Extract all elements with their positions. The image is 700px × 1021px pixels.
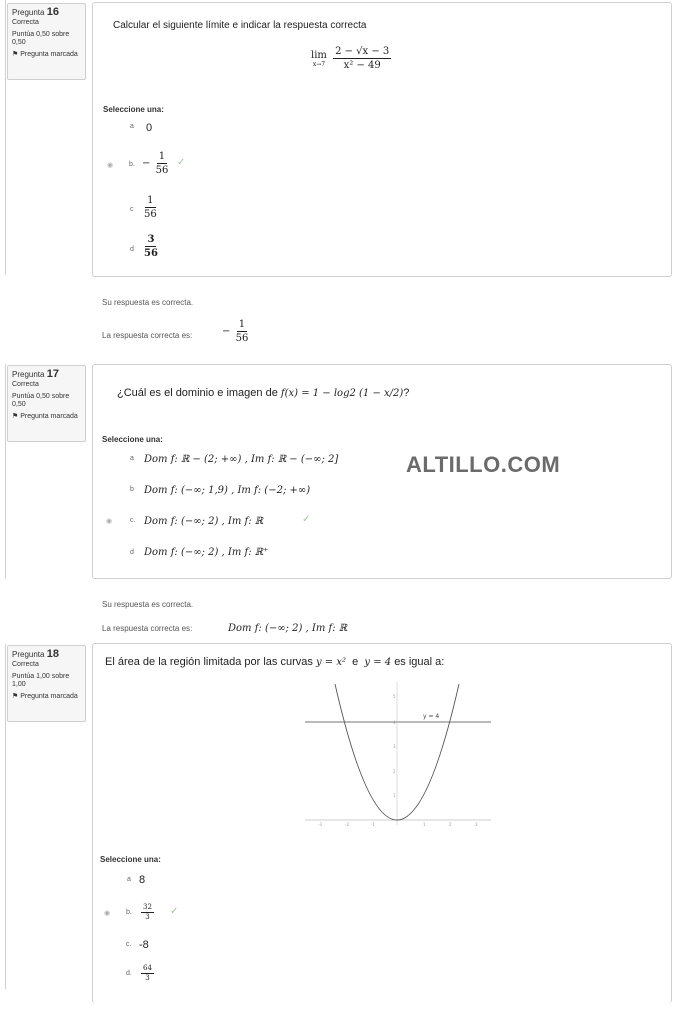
correct-answer-label: La respuesta correcta es: bbox=[102, 331, 193, 340]
option-d-letter: d. bbox=[126, 970, 132, 977]
check-icon: ✓ bbox=[302, 514, 311, 525]
flag-toggle[interactable]: ⚑ Pregunta marcada bbox=[12, 51, 78, 58]
option-a[interactable]: 8 bbox=[139, 874, 146, 886]
svg-text:1: 1 bbox=[393, 793, 396, 798]
flag-icon: ⚑ bbox=[12, 693, 19, 700]
svg-text:3: 3 bbox=[475, 822, 478, 827]
option-b[interactable]: $\frac{32}{3}$ bbox=[143, 903, 152, 921]
sidebar-line bbox=[5, 0, 6, 275]
question-formula: f(x) = 1 − log2 (1 − x/2) bbox=[280, 388, 404, 399]
svg-text:1: 1 bbox=[423, 822, 426, 827]
question-content-18 bbox=[92, 643, 672, 1003]
question-grade: Puntúa 0,50 sobre 0,50 bbox=[12, 393, 70, 408]
option-a-letter: a bbox=[130, 455, 134, 462]
svg-text:2: 2 bbox=[393, 769, 396, 774]
sidebar-line bbox=[5, 644, 6, 989]
question-state: Correcta bbox=[12, 661, 39, 668]
svg-text:-2: -2 bbox=[345, 822, 349, 827]
question-info-16 bbox=[7, 3, 86, 80]
graph-label: y = 4 bbox=[423, 713, 440, 720]
flag-icon: ⚑ bbox=[12, 51, 19, 58]
option-c-letter: c. bbox=[130, 517, 136, 524]
option-b[interactable]: − $\frac{1}{56}$ bbox=[142, 151, 169, 176]
option-c[interactable]: -8 bbox=[139, 939, 149, 951]
correct-answer: − $\frac{1}{56}$ bbox=[222, 319, 249, 344]
question-state: Correcta bbox=[12, 19, 39, 26]
correct-answer-label: La respuesta correcta es: bbox=[102, 624, 193, 633]
option-b-radio[interactable]: ◉ bbox=[104, 910, 111, 917]
option-c-letter: c. bbox=[126, 941, 132, 948]
sidebar-line bbox=[5, 364, 6, 579]
question-grade: Puntúa 0,50 sobre 0,50 bbox=[12, 31, 70, 46]
option-a[interactable]: Dom f: ℝ − (2; +∞) , Im f: ℝ − (−∞; 2] bbox=[144, 454, 339, 465]
question-number: Pregunta 16 bbox=[12, 6, 59, 18]
option-c[interactable]: Dom f: (−∞; 2) , Im f: ℝ bbox=[144, 516, 264, 527]
check-icon: ✓ bbox=[177, 157, 186, 168]
option-d[interactable]: Dom f: (−∞; 2) , Im f: ℝ⁺ bbox=[144, 547, 269, 558]
option-a-letter: a bbox=[130, 123, 134, 130]
flag-toggle[interactable]: ⚑ Pregunta marcada bbox=[12, 413, 78, 420]
svg-text:-3: -3 bbox=[318, 822, 322, 827]
check-icon: ✓ bbox=[170, 906, 179, 917]
flag-icon: ⚑ bbox=[12, 413, 19, 420]
svg-text:5: 5 bbox=[393, 694, 396, 699]
option-d-letter: d bbox=[130, 549, 134, 556]
option-b-radio[interactable]: ◉ bbox=[107, 162, 114, 169]
option-c-letter: c bbox=[130, 206, 134, 213]
option-b-letter: b. bbox=[126, 909, 132, 916]
option-a[interactable]: 0 bbox=[146, 122, 153, 134]
option-c-radio[interactable]: ◉ bbox=[106, 518, 113, 525]
select-label: Seleccione una: bbox=[103, 105, 164, 114]
watermark: ALTILLO.COM bbox=[406, 452, 561, 477]
option-d[interactable]: $\frac{3}{56}$ bbox=[144, 234, 158, 259]
question-info-17 bbox=[7, 365, 86, 442]
question-text: Calcular el siguiente límite e indicar la respuesta correcta bbox=[113, 20, 367, 31]
parabola-graph bbox=[305, 680, 495, 830]
svg-text:4: 4 bbox=[393, 720, 396, 725]
question-state: Correcta bbox=[12, 381, 39, 388]
option-b-letter: b bbox=[130, 486, 134, 493]
svg-text:2: 2 bbox=[449, 822, 452, 827]
question-info-18 bbox=[7, 645, 86, 722]
option-d[interactable]: $\frac{64}{3}$ bbox=[143, 964, 152, 982]
question-content-17 bbox=[92, 364, 672, 579]
question-text: El área de la región limitada por las curvas y = x² e y = 4 es igual a: bbox=[105, 656, 445, 668]
svg-text:-1: -1 bbox=[371, 822, 375, 827]
question-grade: Puntúa 1,00 sobre 1,00 bbox=[12, 673, 70, 688]
select-label: Seleccione una: bbox=[100, 855, 161, 864]
option-b-letter: b. bbox=[129, 161, 135, 168]
limit-formula: lim x→7 $\frac{2 - √x - 3}{\text{x² − 49}}$ bbox=[311, 46, 390, 71]
question-number: Pregunta 18 bbox=[12, 648, 59, 660]
feedback-text: Su respuesta es correcta. bbox=[102, 600, 194, 609]
question-text: ¿Cuál es el dominio e imagen de f(x) = 1 − log2 (1 − x/2)? bbox=[117, 387, 410, 399]
option-b[interactable]: Dom f: (−∞; 1,9) , Im f: (−2; +∞) bbox=[144, 485, 311, 496]
option-c[interactable]: $\frac{1}{56}$ bbox=[144, 195, 157, 220]
question-number: Pregunta 17 bbox=[12, 368, 59, 380]
svg-text:3: 3 bbox=[393, 744, 396, 749]
select-label: Seleccione una: bbox=[102, 435, 163, 444]
question-content-16 bbox=[92, 2, 672, 277]
flag-toggle[interactable]: ⚑ Pregunta marcada bbox=[12, 693, 78, 700]
feedback-text: Su respuesta es correcta. bbox=[102, 298, 194, 307]
correct-answer: Dom f: (−∞; 2) , Im f: ℝ bbox=[228, 623, 348, 634]
option-d-letter: d bbox=[130, 246, 134, 253]
option-a-letter: a bbox=[127, 876, 131, 883]
